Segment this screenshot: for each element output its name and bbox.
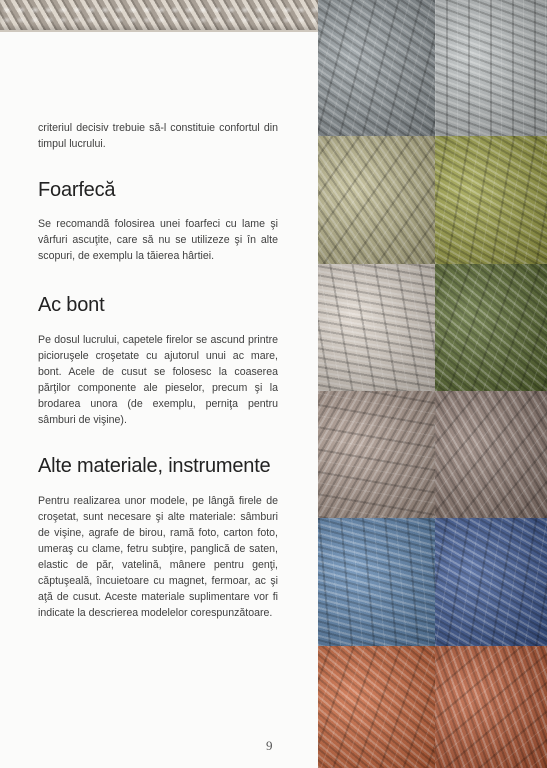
yarn-swatch-orange-left xyxy=(318,646,435,768)
yarn-swatch-dark-green-right xyxy=(435,264,547,391)
yarn-swatch-cream-left xyxy=(318,264,435,391)
yarn-swatch-olive-right xyxy=(435,136,547,264)
heading-ac-bont: Ac bont xyxy=(38,294,105,316)
yarn-swatch-rust-right xyxy=(435,646,547,768)
page-number: 9 xyxy=(266,738,273,753)
text-column xyxy=(38,120,278,621)
yarn-photo-grid xyxy=(318,0,547,768)
intro-paragraph: criteriul decisiv trebuie să-l constituie confortul din timpul lucrului. xyxy=(38,122,278,150)
paragraph-foarfeca: Se recomandă folosirea unei foarfeci cu lame şi vârfuri ascuţite, care să nu se utilizeze şi în alte scopuri, de exemplu la tăierea hârtiei. xyxy=(38,218,278,262)
yarn-swatch-taupe-right xyxy=(435,391,547,518)
paragraph-ac-bont: Pe dosul lucrului, capetele firelor se ascund printre picioruşele croşetate cu ajutorul unui ac mare, bont. Acele de cusut se folosesc la coaserea părţilor componente ale pieselor, precum şi la brodarea unora (de exemplu, perniţa pentru sâmburi de vişine). xyxy=(38,334,278,426)
yarn-swatch-beige-green-left xyxy=(318,136,435,264)
yarn-swatch-taupe-left xyxy=(318,391,435,518)
yarn-swatch-light-blue-left xyxy=(318,518,435,646)
paragraph-alte-materiale: Pentru realizarea unor modele, pe lângă firele de croşetat, sunt necesare şi alte materiale: sâmburi de vişine, agrafe de birou, ramă foto, carton foto, umeraş cu clame, fetru subţire, panglică de saten, elastic de păr, vatelină, mânere pentru genţi, căptuşeală, încuietoare cu magnet, fermoar, ac şi aţă de cusut. Aceste materiale suplimentare vor fi indicate la descrierea modelelor corespunzătoare. xyxy=(38,495,278,619)
yarn-swatch-grey-right xyxy=(435,0,547,136)
yarn-swatch-navy-right xyxy=(435,518,547,646)
heading-foarfeca: Foarfecă xyxy=(38,179,116,201)
yarn-swatch-grey-left xyxy=(318,0,435,136)
decorative-braid-band xyxy=(0,0,318,32)
heading-alte-materiale: Alte materiale, instrumente xyxy=(38,455,271,477)
